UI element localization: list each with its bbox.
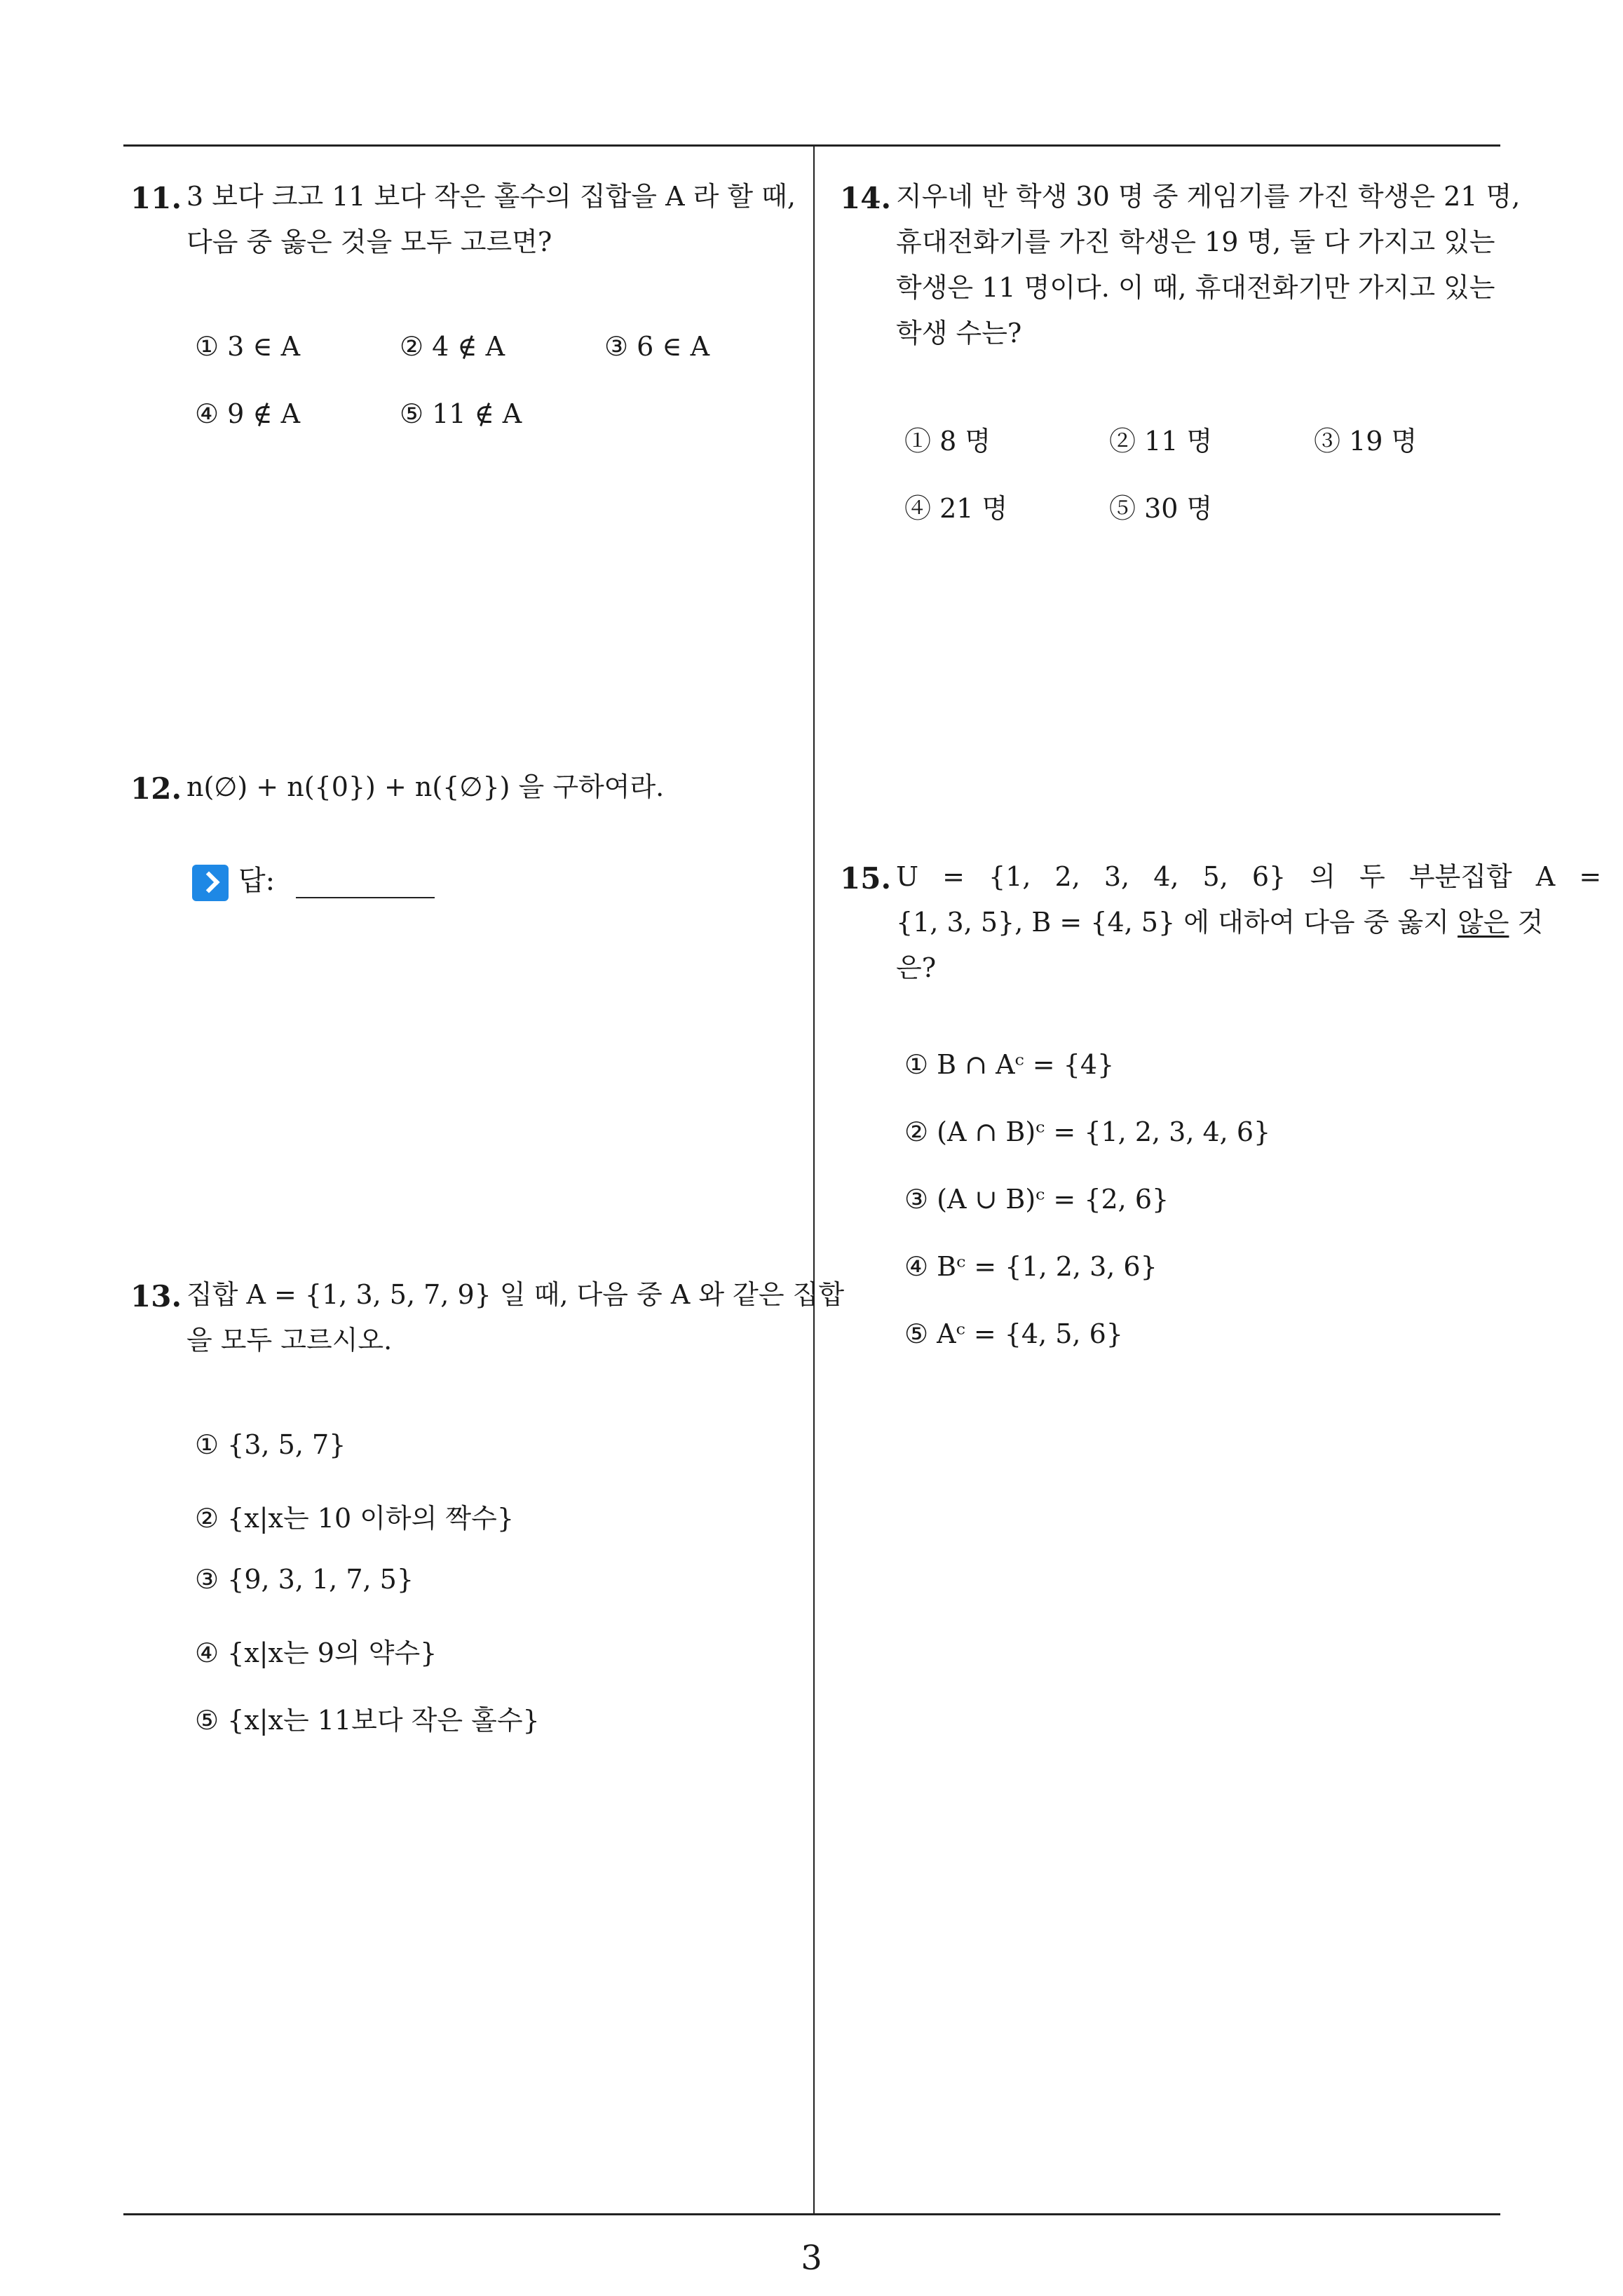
option-4[interactable]: ④ {x|x는 9의 약수}: [195, 1637, 437, 1668]
answer-label: 답:: [238, 865, 276, 897]
option-3[interactable]: ③ (A ∪ B)ᶜ = {2, 6}: [904, 1184, 1169, 1215]
question-line: 을 모두 고르시오.: [186, 1325, 393, 1356]
question-line: 다음 중 옳은 것을 모두 고르면?: [186, 227, 552, 257]
option-3[interactable]: ③ {9, 3, 1, 7, 5}: [195, 1564, 414, 1595]
underlined-word: 않은: [1458, 907, 1509, 938]
question-number: 11.: [130, 181, 182, 215]
page-number: 3: [801, 2238, 822, 2278]
answer-row: [192, 858, 435, 901]
question-line-part: {1, 3, 5}, B = {4, 5} 에 대하여 다음 중 옳지: [896, 907, 1458, 938]
question-line: U = {1, 2, 3, 4, 5, 6} 의 두 부분집합 A =: [896, 861, 1602, 892]
option-3[interactable]: ③ 19 명: [1314, 426, 1418, 457]
chevron-right-icon: [192, 865, 229, 901]
option-4[interactable]: ④ 21 명: [904, 493, 1008, 524]
question-text: [896, 174, 1521, 356]
question-line: 집합 A = {1, 3, 5, 7, 9} 일 때, 다음 중 A 와 같은 집합: [186, 1279, 845, 1310]
option-2[interactable]: ② 11 명: [1109, 426, 1213, 457]
question-line: 학생 수는?: [896, 318, 1022, 349]
question-line: 3 보다 크고 11 보다 작은 홀수의 집합을 A 라 할 때,: [186, 181, 796, 212]
answer-blank[interactable]: [296, 897, 435, 898]
option-2[interactable]: ② {x|x는 10 이하의 짝수}: [195, 1503, 515, 1534]
option-5[interactable]: ⑤ {x|x는 11보다 작은 홀수}: [195, 1705, 540, 1736]
question-number: 12.: [130, 771, 182, 806]
question-number: 14.: [840, 181, 892, 215]
question-line: 은?: [896, 952, 937, 983]
option-5[interactable]: ⑤ Aᶜ = {4, 5, 6}: [904, 1318, 1123, 1349]
top-rule: [123, 144, 1500, 147]
option-1[interactable]: ① 3 ∈ A: [195, 331, 301, 362]
question-line: [896, 900, 1544, 945]
option-5[interactable]: ⑤ 30 명: [1109, 493, 1213, 524]
option-2[interactable]: ② 4 ∉ A: [400, 331, 505, 362]
option-1[interactable]: ① 8 명: [904, 426, 991, 457]
option-1[interactable]: ① B ∩ Aᶜ = {4}: [904, 1049, 1115, 1080]
question-text: [186, 1272, 845, 1363]
option-5[interactable]: ⑤ 11 ∉ A: [400, 398, 522, 429]
question-number: 15.: [840, 861, 892, 896]
question-line-part: 것: [1509, 907, 1544, 938]
option-3[interactable]: ③ 6 ∈ A: [604, 331, 710, 362]
question-text: [896, 854, 1602, 991]
question-text: [186, 174, 803, 265]
bottom-rule: [123, 2213, 1500, 2215]
question-line: n(∅) + n({0}) + n({∅}) 을 구하여라.: [186, 771, 665, 802]
question-line: 학생은 11 명이다. 이 때, 휴대전화기만 가지고 있는: [896, 272, 1495, 303]
question-number: 13.: [130, 1279, 182, 1314]
question-line: 지우네 반 학생 30 명 중 게임기를 가진 학생은 21 명,: [896, 181, 1521, 212]
option-4[interactable]: ④ 9 ∉ A: [195, 398, 301, 429]
question-line: 휴대전화기를 가진 학생은 19 명, 둘 다 가지고 있는: [896, 227, 1495, 257]
option-1[interactable]: ① {3, 5, 7}: [195, 1429, 346, 1460]
option-4[interactable]: ④ Bᶜ = {1, 2, 3, 6}: [904, 1251, 1157, 1282]
column-divider: [813, 146, 815, 2215]
question-text: [186, 764, 803, 810]
option-2[interactable]: ② (A ∩ B)ᶜ = {1, 2, 3, 4, 6}: [904, 1116, 1271, 1147]
